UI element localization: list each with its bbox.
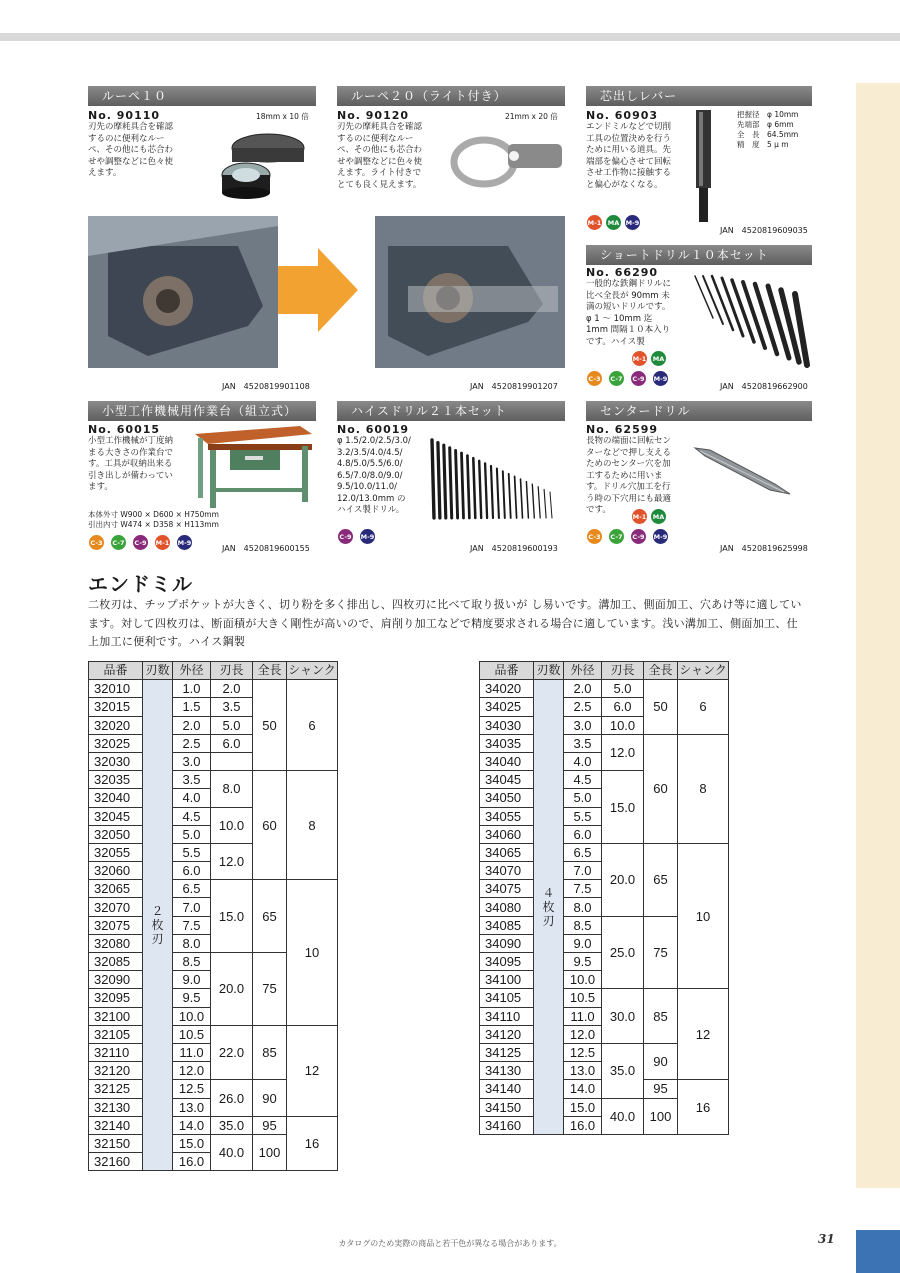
flute-length-cell: 20.0 bbox=[211, 953, 253, 1026]
loupe20-description: 刃先の摩耗具合を確認 するのに便利なルー ペ、その他にも芯合わ せや調整などに色々使 えます。ライト付きで とても良く見えます。 bbox=[337, 122, 423, 190]
flute-length-cell: 5.0 bbox=[211, 716, 253, 734]
diameter-cell: 2.0 bbox=[173, 716, 211, 734]
diameter-cell: 6.0 bbox=[173, 862, 211, 880]
center-lever-spec-grip: 把握径 φ 10mm bbox=[737, 110, 799, 119]
diameter-cell: 5.5 bbox=[173, 843, 211, 861]
product-code-cell: 32060 bbox=[89, 862, 143, 880]
badge-m9: M-9 bbox=[176, 534, 193, 551]
overall-length-cell: 50 bbox=[253, 680, 287, 771]
product-code-cell: 32045 bbox=[89, 807, 143, 825]
product-code-cell: 32030 bbox=[89, 752, 143, 770]
overall-length-cell: 65 bbox=[644, 843, 678, 916]
product-code-cell: 32120 bbox=[89, 1062, 143, 1080]
loupe20-spec: 21mm x 20 倍 bbox=[505, 112, 558, 121]
product-code-cell: 34045 bbox=[480, 771, 534, 789]
column-header: 外径 bbox=[173, 662, 211, 680]
flute-length-cell: 40.0 bbox=[602, 1098, 644, 1134]
diameter-cell: 6.5 bbox=[564, 843, 602, 861]
product-code-cell: 34110 bbox=[480, 1007, 534, 1025]
column-header: 刃数 bbox=[143, 662, 173, 680]
drill-bit bbox=[491, 466, 493, 518]
product-code-cell: 34065 bbox=[480, 843, 534, 861]
diameter-cell: 3.5 bbox=[173, 771, 211, 789]
product-code-cell: 34125 bbox=[480, 1043, 534, 1061]
badge-c3: C-3 bbox=[586, 370, 603, 387]
diameter-cell: 7.0 bbox=[173, 898, 211, 916]
column-header: 品番 bbox=[480, 662, 534, 680]
flute-length-cell: 2.0 bbox=[211, 680, 253, 698]
badge-c9: C-9 bbox=[337, 528, 354, 545]
loupe10-jan: JAN 4520819901108 bbox=[222, 382, 310, 391]
overall-length-cell: 90 bbox=[644, 1043, 678, 1079]
flute-length-cell: 15.0 bbox=[602, 771, 644, 844]
diameter-cell: 7.0 bbox=[564, 862, 602, 880]
diameter-cell: 15.0 bbox=[564, 1098, 602, 1116]
product-code-cell: 34020 bbox=[480, 680, 534, 698]
diameter-cell: 4.5 bbox=[173, 807, 211, 825]
table-header-row bbox=[480, 662, 729, 680]
work-table-number: No. 60015 bbox=[88, 423, 161, 436]
badge-c7: C-7 bbox=[110, 534, 127, 551]
flute-length-cell bbox=[211, 752, 253, 770]
product-code-cell: 32040 bbox=[89, 789, 143, 807]
drill-bit bbox=[473, 458, 475, 518]
column-header: 刃長 bbox=[602, 662, 644, 680]
table-row bbox=[89, 1116, 338, 1134]
overall-length-cell: 100 bbox=[253, 1134, 287, 1170]
diameter-cell: 13.0 bbox=[173, 1098, 211, 1116]
flute-length-cell: 26.0 bbox=[211, 1080, 253, 1116]
table-row bbox=[89, 771, 338, 789]
flute-length-cell: 6.0 bbox=[602, 698, 644, 716]
product-code-cell: 34120 bbox=[480, 1025, 534, 1043]
shank-length-cell: 8 bbox=[678, 734, 729, 843]
shank-length-cell: 10 bbox=[287, 880, 338, 1026]
overall-length-cell: 60 bbox=[644, 734, 678, 843]
flute-length-cell: 15.0 bbox=[211, 880, 253, 953]
diameter-cell: 5.0 bbox=[173, 825, 211, 843]
diameter-cell: 10.0 bbox=[173, 1007, 211, 1025]
diameter-cell: 10.5 bbox=[564, 989, 602, 1007]
short-drill-jan: JAN 4520819662900 bbox=[720, 382, 808, 391]
drill-bit bbox=[485, 463, 487, 518]
badge-m9: M-9 bbox=[359, 528, 376, 545]
diameter-cell: 6.0 bbox=[564, 825, 602, 843]
overall-length-cell: 95 bbox=[644, 1080, 678, 1098]
diameter-cell: 2.0 bbox=[564, 680, 602, 698]
work-table-description: 小型工作機械が丁度納 まる大きさの作業台で す。工具が収納出来る 引き出しが備わってい ます。 bbox=[88, 436, 174, 492]
center-drill-number: No. 62599 bbox=[586, 423, 659, 436]
diameter-cell: 1.0 bbox=[173, 680, 211, 698]
loupe10-number: No. 90110 bbox=[88, 109, 161, 122]
product-code-cell: 32110 bbox=[89, 1043, 143, 1061]
product-code-cell: 32140 bbox=[89, 1116, 143, 1134]
badge-ma: MA bbox=[605, 214, 622, 231]
flute-length-cell: 3.5 bbox=[211, 698, 253, 716]
product-code-cell: 32020 bbox=[89, 716, 143, 734]
product-code-cell: 32095 bbox=[89, 989, 143, 1007]
drill-bit bbox=[515, 476, 517, 518]
shank-length-cell: 6 bbox=[678, 680, 729, 735]
drill-bit bbox=[509, 474, 511, 518]
product-code-cell: 32035 bbox=[89, 771, 143, 789]
drill-bit bbox=[497, 469, 499, 518]
diameter-cell: 16.0 bbox=[564, 1116, 602, 1134]
center-drill-description: 長物の端面に回転セン ターなどで押し支える ためのセンター穴を加 工するために用いま す。ドリル穴加工を行 う時の下穴用にも最適 です。 bbox=[586, 436, 672, 515]
loupe20-title: ルーペ２０（ライト付き） bbox=[337, 86, 565, 106]
product-code-cell: 34060 bbox=[480, 825, 534, 843]
hss-drill-title: ハイスドリル２１本セット bbox=[337, 401, 565, 421]
hss-drill-number: No. 60019 bbox=[337, 423, 410, 436]
diameter-cell: 12.5 bbox=[173, 1080, 211, 1098]
product-code-cell: 32160 bbox=[89, 1153, 143, 1171]
table-row bbox=[89, 1025, 338, 1043]
table-row bbox=[480, 843, 729, 861]
center-drill-jan: JAN 4520819625998 bbox=[720, 544, 808, 553]
product-code-cell: 34105 bbox=[480, 989, 534, 1007]
drill-bit bbox=[462, 453, 464, 518]
blade-count-cell: ４ 枚 刃 bbox=[534, 680, 564, 1135]
center-lever-title: 芯出しレバー bbox=[586, 86, 812, 106]
product-code-cell: 34055 bbox=[480, 807, 534, 825]
diameter-cell: 11.0 bbox=[173, 1043, 211, 1061]
hss-drill-jan: JAN 4520819600193 bbox=[470, 544, 558, 553]
short-drill-number: No. 66290 bbox=[586, 266, 659, 279]
drill-bit bbox=[521, 479, 523, 518]
diameter-cell: 11.0 bbox=[564, 1007, 602, 1025]
product-code-cell: 34150 bbox=[480, 1098, 534, 1116]
product-code-cell: 34040 bbox=[480, 752, 534, 770]
diameter-cell: 9.0 bbox=[564, 934, 602, 952]
product-code-cell: 34030 bbox=[480, 716, 534, 734]
drill-bit bbox=[450, 448, 452, 518]
column-header: 刃数 bbox=[534, 662, 564, 680]
drill-bit bbox=[444, 445, 446, 518]
flute-length-cell: 35.0 bbox=[211, 1116, 253, 1134]
center-lever-spec-tip: 先端部 φ 6mm bbox=[737, 120, 794, 129]
product-code-cell: 32130 bbox=[89, 1098, 143, 1116]
footer-note: カタログのため実際の商品と若干色が異なる場合があります。 bbox=[338, 1239, 562, 1248]
drill-bit bbox=[544, 489, 546, 518]
badge-c3: C-3 bbox=[586, 528, 603, 545]
product-code-cell: 34100 bbox=[480, 971, 534, 989]
diameter-cell: 13.0 bbox=[564, 1062, 602, 1080]
table-row bbox=[89, 680, 338, 698]
drill-bit bbox=[479, 461, 481, 518]
product-code-cell: 34095 bbox=[480, 953, 534, 971]
shank-length-cell: 8 bbox=[287, 771, 338, 880]
column-header: 外径 bbox=[564, 662, 602, 680]
flute-length-cell: 10.0 bbox=[602, 716, 644, 734]
product-code-cell: 34140 bbox=[480, 1080, 534, 1098]
flute-length-cell: 12.0 bbox=[211, 843, 253, 879]
badge-c7: C-7 bbox=[608, 370, 625, 387]
flute-length-cell: 40.0 bbox=[211, 1134, 253, 1170]
overall-length-cell: 85 bbox=[644, 989, 678, 1044]
diameter-cell: 16.0 bbox=[173, 1153, 211, 1171]
diameter-cell: 10.0 bbox=[564, 971, 602, 989]
product-code-cell: 34160 bbox=[480, 1116, 534, 1134]
loupe20-image bbox=[444, 124, 564, 194]
badge-m1: M-1 bbox=[154, 534, 171, 551]
product-code-cell: 34070 bbox=[480, 862, 534, 880]
column-header: シャンク bbox=[287, 662, 338, 680]
diameter-cell: 10.5 bbox=[173, 1025, 211, 1043]
drill-bit bbox=[526, 482, 528, 518]
center-lever-number: No. 60903 bbox=[586, 109, 659, 122]
diameter-cell: 14.0 bbox=[173, 1116, 211, 1134]
side-tab bbox=[856, 83, 900, 1188]
loupe10-image bbox=[210, 120, 310, 200]
product-code-cell: 32015 bbox=[89, 698, 143, 716]
diameter-cell: 7.5 bbox=[564, 880, 602, 898]
table-row bbox=[480, 680, 729, 698]
loupe10-description: 刃先の摩耗具合を確認 するのに便利なルー ペ、その他にも芯合わ せや調整などに色々使 えます。 bbox=[88, 122, 174, 178]
product-code-cell: 32025 bbox=[89, 734, 143, 752]
center-lever-spec-precision: 精 度 5 μ m bbox=[737, 140, 789, 149]
table-row bbox=[89, 880, 338, 898]
loupe10-title: ルーペ１０ bbox=[88, 86, 316, 106]
endmill-title: エンドミル bbox=[88, 572, 193, 596]
short-drill-image bbox=[685, 268, 810, 368]
hss-drill-image bbox=[428, 436, 558, 520]
badge-ma: MA bbox=[650, 350, 667, 367]
column-header: 全長 bbox=[253, 662, 287, 680]
work-table-specs bbox=[88, 510, 219, 530]
flute-length-cell: 25.0 bbox=[602, 916, 644, 989]
product-code-cell: 32055 bbox=[89, 843, 143, 861]
short-drill-description: 一般的な鉄鋼ドリルに 比べ全長が 90mm 未 満の短いドリルです。 φ 1 ～ 10mm 迄 1mm 間隔１０本入り です。ハイス製 bbox=[586, 279, 672, 347]
flute-length-cell: 30.0 bbox=[602, 989, 644, 1044]
diameter-cell: 9.5 bbox=[564, 953, 602, 971]
diameter-cell: 4.0 bbox=[564, 752, 602, 770]
flute-length-cell: 10.0 bbox=[211, 807, 253, 843]
overall-length-cell: 85 bbox=[253, 1025, 287, 1080]
product-code-cell: 32080 bbox=[89, 934, 143, 952]
product-code-cell: 32075 bbox=[89, 916, 143, 934]
drill-bit bbox=[550, 492, 552, 518]
work-table-spec-body: 本体外寸 W900 × D600 × H750mm bbox=[88, 510, 219, 519]
drill-bit bbox=[438, 443, 440, 518]
product-code-cell: 32090 bbox=[89, 971, 143, 989]
badge-ma: MA bbox=[650, 508, 667, 525]
shank-length-cell: 12 bbox=[678, 989, 729, 1080]
flute-length-cell: 22.0 bbox=[211, 1025, 253, 1080]
product-code-cell: 32010 bbox=[89, 680, 143, 698]
diameter-cell: 8.0 bbox=[564, 898, 602, 916]
diameter-cell: 9.5 bbox=[173, 989, 211, 1007]
tool-wear-comparison-image bbox=[88, 216, 565, 368]
diameter-cell: 7.5 bbox=[173, 916, 211, 934]
center-lever-description: エンドミルなどで切削 工具の位置決めを行う ために用いる道具。先 端部を偏心させて回転 させ工作物に接触する と偏心がなくなる。 bbox=[586, 122, 672, 190]
diameter-cell: 9.0 bbox=[173, 971, 211, 989]
flute-length-cell: 35.0 bbox=[602, 1043, 644, 1098]
center-drill-title: センタードリル bbox=[586, 401, 812, 421]
product-code-cell: 32100 bbox=[89, 1007, 143, 1025]
short-drill-title: ショートドリル１０本セット bbox=[586, 245, 812, 265]
badge-m1: M-1 bbox=[586, 214, 603, 231]
badge-m9: M-9 bbox=[624, 214, 641, 231]
diameter-cell: 12.0 bbox=[173, 1062, 211, 1080]
badge-c9: C-9 bbox=[132, 534, 149, 551]
diameter-cell: 12.5 bbox=[564, 1043, 602, 1061]
diameter-cell: 3.0 bbox=[564, 716, 602, 734]
page-tab bbox=[856, 1230, 900, 1273]
product-code-cell: 32070 bbox=[89, 898, 143, 916]
product-code-cell: 32050 bbox=[89, 825, 143, 843]
badge-c7: C-7 bbox=[608, 528, 625, 545]
table-header-row bbox=[89, 662, 338, 680]
drill-bit bbox=[432, 440, 434, 518]
diameter-cell: 8.5 bbox=[564, 916, 602, 934]
product-code-cell: 34050 bbox=[480, 789, 534, 807]
diameter-cell: 2.5 bbox=[564, 698, 602, 716]
column-header: 品番 bbox=[89, 662, 143, 680]
center-lever-jan: JAN 4520819609035 bbox=[720, 226, 808, 235]
drill-bit bbox=[456, 450, 458, 518]
product-code-cell: 34090 bbox=[480, 934, 534, 952]
badge-m1: M-1 bbox=[631, 508, 648, 525]
table-row bbox=[480, 989, 729, 1007]
flute-length-cell: 6.0 bbox=[211, 734, 253, 752]
hss-drill-description: φ 1.5/2.0/2.5/3.0/ 3.2/3.5/4.0/4.5/ 4.8/5.0/5.5/6.0/ 6.5/7.0/8.0/9.0/ 9.5/10.0/11.0/ 12.0/13.0mm の ハイス製ドリル。 bbox=[337, 436, 411, 515]
overall-length-cell: 65 bbox=[253, 880, 287, 953]
center-lever-spec-length: 全 長 64.5mm bbox=[737, 130, 799, 139]
overall-length-cell: 50 bbox=[644, 680, 678, 735]
product-code-cell: 32125 bbox=[89, 1080, 143, 1098]
center-drill-image bbox=[690, 440, 795, 500]
overall-length-cell: 75 bbox=[253, 953, 287, 1026]
diameter-cell: 4.5 bbox=[564, 771, 602, 789]
diameter-cell: 6.5 bbox=[173, 880, 211, 898]
page-number: 31 bbox=[818, 1232, 835, 1246]
badge-c9: C-9 bbox=[630, 528, 647, 545]
badge-m9: M-9 bbox=[652, 370, 669, 387]
drill-bit bbox=[503, 471, 505, 518]
work-table-jan: JAN 4520819600155 bbox=[222, 544, 310, 553]
endmill-2flute-table bbox=[88, 661, 338, 1171]
work-table-title: 小型工作機械用作業台（組立式） bbox=[88, 401, 316, 421]
overall-length-cell: 95 bbox=[253, 1116, 287, 1134]
shank-length-cell: 10 bbox=[678, 843, 729, 989]
top-rule bbox=[0, 33, 900, 41]
overall-length-cell: 90 bbox=[253, 1080, 287, 1116]
badge-m9: M-9 bbox=[652, 528, 669, 545]
column-header: シャンク bbox=[678, 662, 729, 680]
shank-length-cell: 16 bbox=[678, 1080, 729, 1135]
work-table-image bbox=[190, 424, 315, 510]
diameter-cell: 12.0 bbox=[564, 1025, 602, 1043]
endmill-4flute-table bbox=[479, 661, 729, 1135]
overall-length-cell: 75 bbox=[644, 916, 678, 989]
table-row bbox=[480, 734, 729, 752]
flute-length-cell: 20.0 bbox=[602, 843, 644, 916]
product-code-cell: 32105 bbox=[89, 1025, 143, 1043]
drill-bit bbox=[467, 456, 469, 518]
shank-length-cell: 12 bbox=[287, 1025, 338, 1116]
column-header: 刃長 bbox=[211, 662, 253, 680]
diameter-cell: 2.5 bbox=[173, 734, 211, 752]
product-code-cell: 32085 bbox=[89, 953, 143, 971]
overall-length-cell: 100 bbox=[644, 1098, 678, 1134]
diameter-cell: 8.5 bbox=[173, 953, 211, 971]
diameter-cell: 1.5 bbox=[173, 698, 211, 716]
overall-length-cell: 60 bbox=[253, 771, 287, 880]
drill-bit bbox=[538, 487, 540, 518]
diameter-cell: 15.0 bbox=[173, 1134, 211, 1152]
diameter-cell: 14.0 bbox=[564, 1080, 602, 1098]
product-code-cell: 34025 bbox=[480, 698, 534, 716]
center-lever-specs bbox=[737, 110, 799, 150]
loupe20-number: No. 90120 bbox=[337, 109, 410, 122]
drill-bit bbox=[532, 484, 534, 518]
shank-length-cell: 16 bbox=[287, 1116, 338, 1171]
diameter-cell: 3.0 bbox=[173, 752, 211, 770]
product-code-cell: 34085 bbox=[480, 916, 534, 934]
diameter-cell: 5.0 bbox=[564, 789, 602, 807]
loupe10-spec: 18mm x 10 倍 bbox=[256, 112, 309, 121]
product-code-cell: 32065 bbox=[89, 880, 143, 898]
flute-length-cell: 12.0 bbox=[602, 734, 644, 770]
shank-length-cell: 6 bbox=[287, 680, 338, 771]
badge-c9: C-9 bbox=[630, 370, 647, 387]
diameter-cell: 4.0 bbox=[173, 789, 211, 807]
loupe20-jan: JAN 4520819901207 bbox=[470, 382, 558, 391]
column-header: 全長 bbox=[644, 662, 678, 680]
diameter-cell: 8.0 bbox=[173, 934, 211, 952]
blade-count-cell: ２ 枚 刃 bbox=[143, 680, 173, 1171]
product-code-cell: 34080 bbox=[480, 898, 534, 916]
diameter-cell: 5.5 bbox=[564, 807, 602, 825]
flute-length-cell: 5.0 bbox=[602, 680, 644, 698]
badge-c3: C-3 bbox=[88, 534, 105, 551]
badge-m1: M-1 bbox=[631, 350, 648, 367]
work-table-spec-drawer: 引出内寸 W474 × D358 × H113mm bbox=[88, 520, 219, 529]
product-code-cell: 34035 bbox=[480, 734, 534, 752]
center-lever-image bbox=[693, 108, 715, 228]
flute-length-cell: 8.0 bbox=[211, 771, 253, 807]
diameter-cell: 3.5 bbox=[564, 734, 602, 752]
endmill-intro: 二枚刃は、チップポケットが大きく、切り粉を多く排出し、四枚刃に比べて取り扱いが し易いです。溝加工、側面加工、穴あけ等に適しています。対して四枚刃は、断面積が大きく剛性が高いので、肩削り加工などで精度要求される場合に適しています。浅い溝加工、側面加工、仕上加工に便利です。ハイス鋼製 bbox=[88, 598, 802, 648]
product-code-cell: 34130 bbox=[480, 1062, 534, 1080]
product-code-cell: 34075 bbox=[480, 880, 534, 898]
product-code-cell: 32150 bbox=[89, 1134, 143, 1152]
